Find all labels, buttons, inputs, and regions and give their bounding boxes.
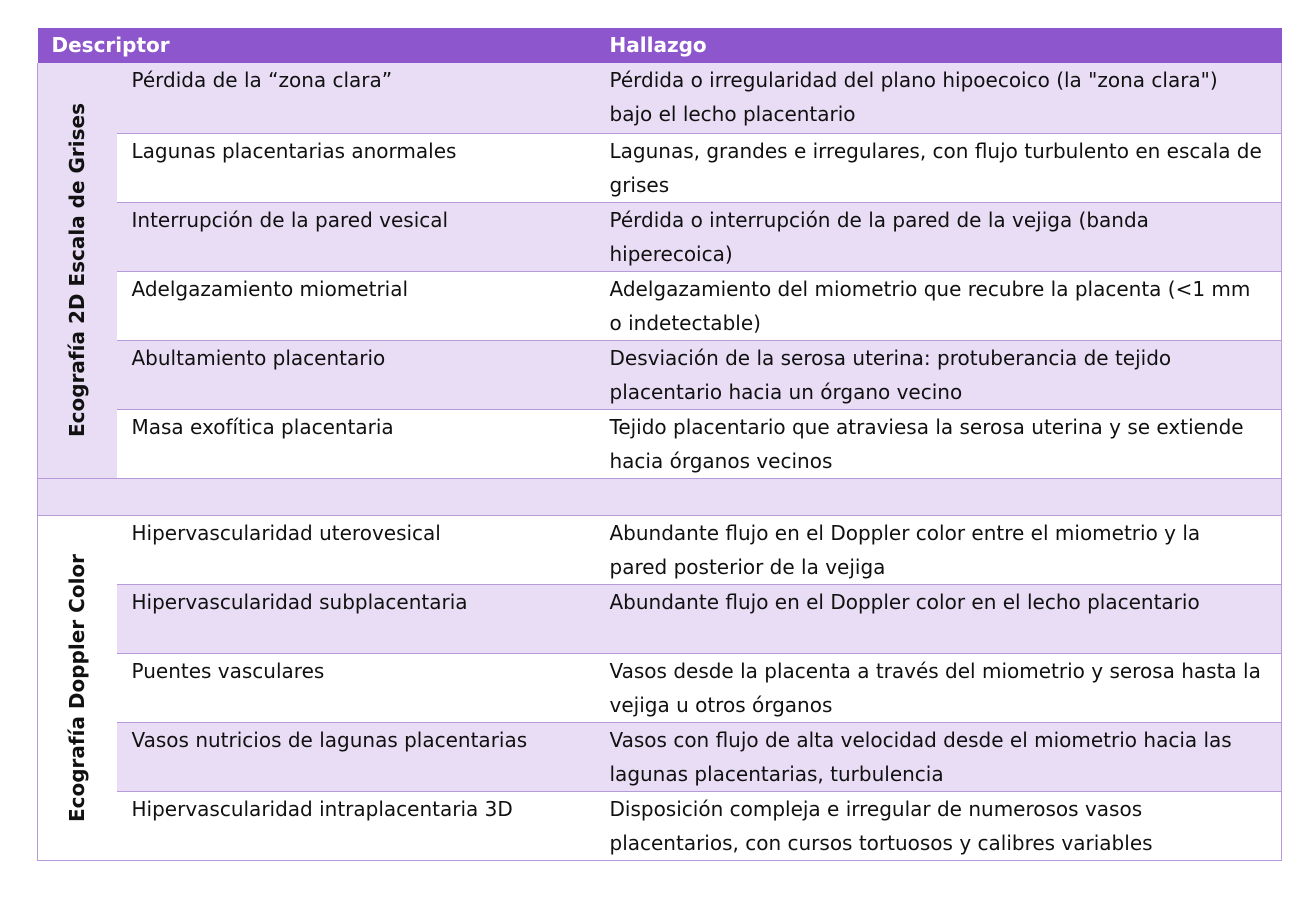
finding-cell: Disposición compleja e irregular de numerosos vasos placentarios, con cursos tortuosos y calibres variables [599, 791, 1282, 860]
group-label-doppler [38, 515, 117, 860]
finding-cell: Lagunas, grandes e irregulares, con flujo turbulento en escala de grises [599, 133, 1282, 202]
finding-cell: Pérdida o irregularidad del plano hipoecoico (la "zona clara") bajo el lecho placentario [599, 63, 1282, 133]
descriptor-cell: Puentes vasculares [117, 653, 599, 722]
spacer-row [38, 478, 1282, 515]
descriptor-cell: Adelgazamiento miometrial [117, 271, 599, 340]
table-row [38, 340, 1282, 409]
descriptor-cell: Vasos nutricios de lagunas placentarias [117, 722, 599, 791]
table-row [38, 63, 1282, 133]
table-row [38, 791, 1282, 860]
finding-cell: Tejido placentario que atraviesa la serosa uterina y se extiende hacia órganos vecinos [599, 409, 1282, 478]
table-row [38, 271, 1282, 340]
table-row [38, 653, 1282, 722]
header-finding: Hallazgo [599, 28, 1282, 63]
group-label-grayscale [38, 63, 117, 478]
table-row [38, 515, 1282, 584]
finding-cell: Desviación de la serosa uterina: protuberancia de tejido placentario hacia un órgano vecino [599, 340, 1282, 409]
descriptor-cell: Pérdida de la “zona clara” [117, 63, 599, 133]
table-row [38, 133, 1282, 202]
finding-cell: Vasos con flujo de alta velocidad desde el miometrio hacia las lagunas placentarias, turbulencia [599, 722, 1282, 791]
group-label-text: Ecografía 2D Escala de Grises [65, 103, 90, 438]
finding-cell: Abundante flujo en el Doppler color en el lecho placentario [599, 584, 1282, 653]
table-row [38, 409, 1282, 478]
finding-cell: Pérdida o interrupción de la pared de la vejiga (banda hiperecoica) [599, 202, 1282, 271]
table-header-row [38, 28, 1282, 63]
descriptor-cell: Lagunas placentarias anormales [117, 133, 599, 202]
finding-cell: Vasos desde la placenta a través del miometrio y serosa hasta la vejiga u otros órganos [599, 653, 1282, 722]
header-descriptor: Descriptor [38, 28, 599, 63]
table-row [38, 722, 1282, 791]
descriptor-cell: Interrupción de la pared vesical [117, 202, 599, 271]
table-row [38, 584, 1282, 653]
descriptor-cell: Hipervascularidad uterovesical [117, 515, 599, 584]
findings-table [37, 28, 1282, 861]
descriptor-cell: Abultamiento placentario [117, 340, 599, 409]
descriptor-cell: Hipervascularidad intraplacentaria 3D [117, 791, 599, 860]
descriptor-cell: Hipervascularidad subplacentaria [117, 584, 599, 653]
finding-cell: Adelgazamiento del miometrio que recubre la placenta (<1 mm o indetectable) [599, 271, 1282, 340]
finding-cell: Abundante flujo en el Doppler color entre el miometrio y la pared posterior de la vejiga [599, 515, 1282, 584]
group-label-text: Ecografía Doppler Color [65, 553, 90, 822]
descriptor-cell: Masa exofítica placentaria [117, 409, 599, 478]
table-row [38, 202, 1282, 271]
